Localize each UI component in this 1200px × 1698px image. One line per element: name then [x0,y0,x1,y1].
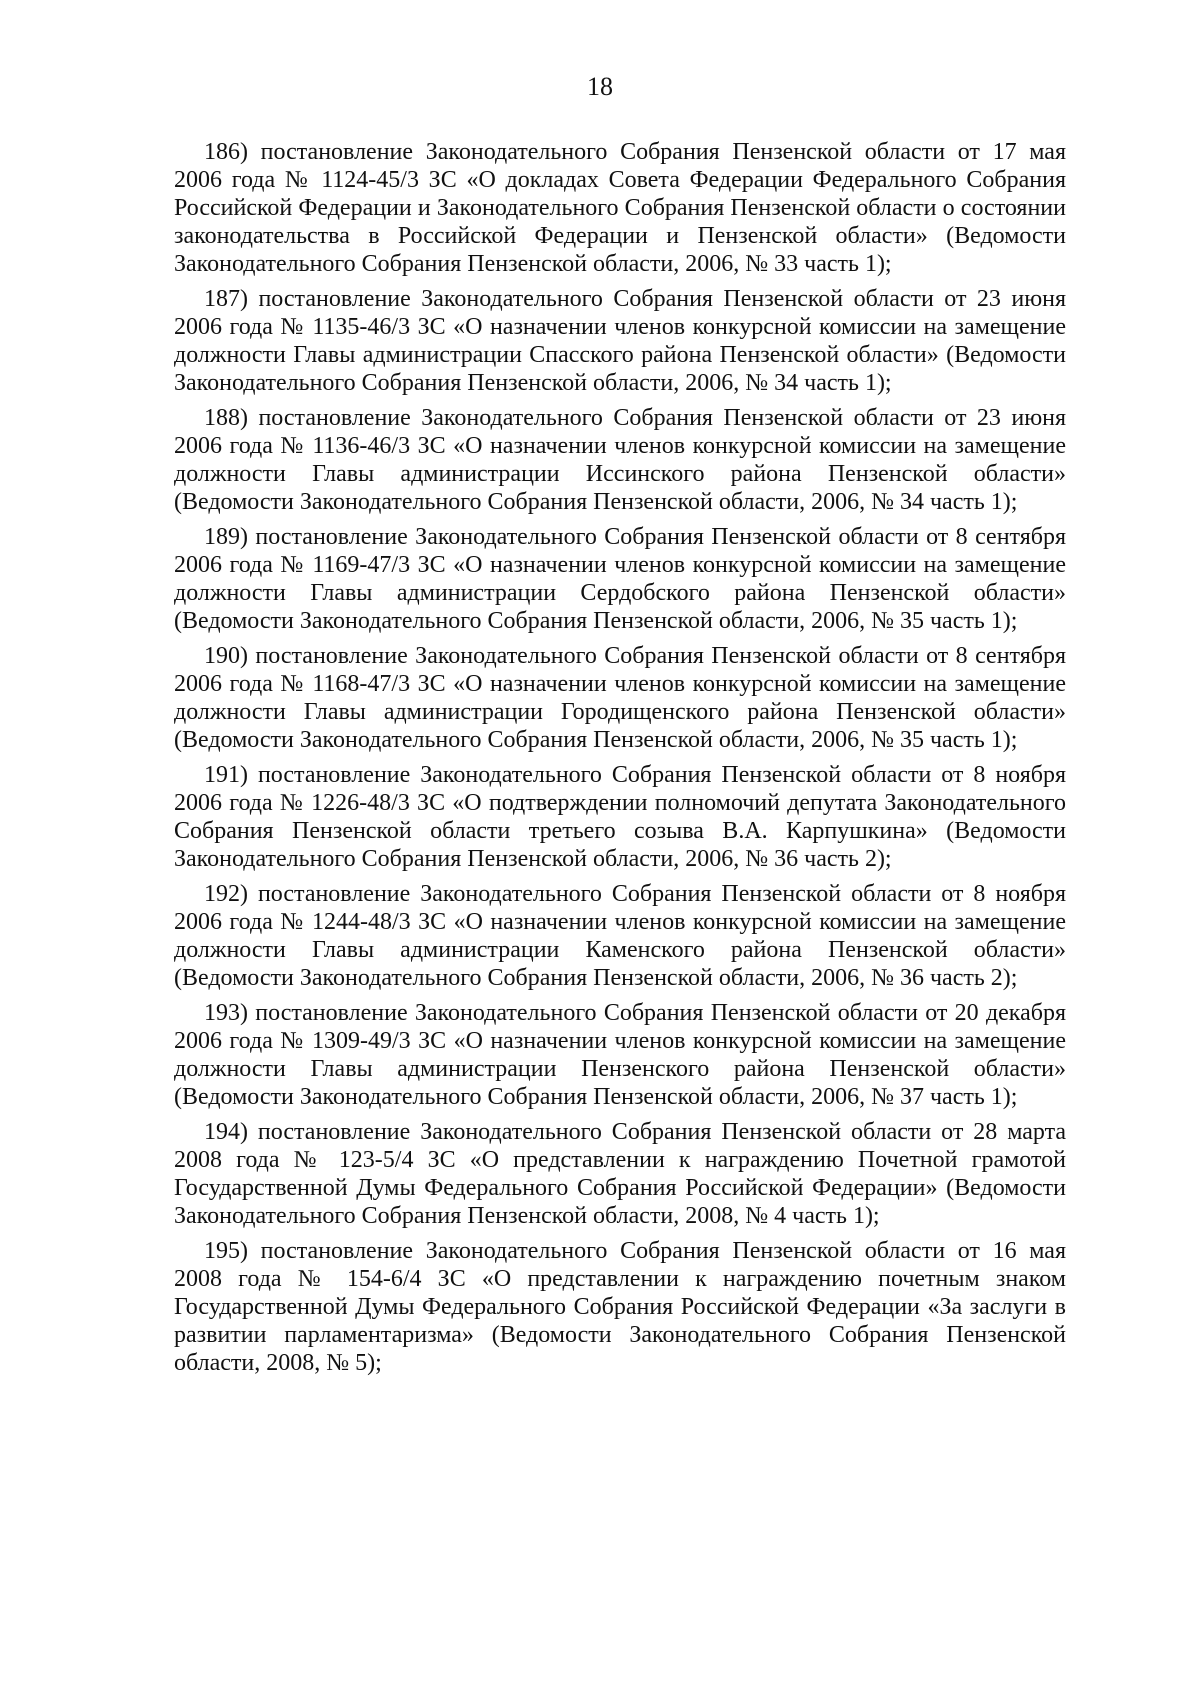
list-item: 186) постановление Законодательного Собрания Пензенской области от 17 мая 2006 года № 1124-45/3 ЗС «О докладах Совета Федерации Федерального Собрания Российской Федерации и Законодательного Собрания Пензенской области о состоянии законодательства в Российской Федерации и Пензенской области» (Ведомости Законодательного Собрания Пензенской области, 2006, № 33 часть 1); [174,139,1066,277]
list-item: 193) постановление Законодательного Собрания Пензенской области от 20 декабря 2006 года № 1309-49/3 ЗС «О назначении членов конкурсной комиссии на замещение должности Главы администрации Пензенского района Пензенской области» (Ведомости Законодательного Собрания Пензенской области, 2006, № 37 часть 1); [174,1000,1066,1110]
page-number: 18 [587,72,613,101]
list-item: 187) постановление Законодательного Собрания Пензенской области от 23 июня 2006 года № 1135-46/3 ЗС «О назначении членов конкурсной комиссии на замещение должности Главы администрации Спасского района Пензенской области» (Ведомости Законодательного Собрания Пензенской области, 2006, № 34 часть 1); [174,286,1066,396]
list-item: 192) постановление Законодательного Собрания Пензенской области от 8 ноября 2006 года № 1244-48/3 ЗС «О назначении членов конкурсной комиссии на замещение должности Главы администрации Каменского района Пензенской области» (Ведомости Законодательного Собрания Пензенской области, 2006, № 36 часть 2); [174,881,1066,991]
list-item: 195) постановление Законодательного Собрания Пензенской области от 16 мая 2008 года № 154-6/4 ЗС «О представлении к награждению почетным знаком Государственной Думы Федерального Собрания Российской Федерации «За заслуги в развитии парламентаризма» (Ведомости Законодательного Собрания Пензенской области, 2008, № 5); [174,1238,1066,1376]
list-item: 190) постановление Законодательного Собрания Пензенской области от 8 сентября 2006 года № 1168-47/3 ЗС «О назначении членов конкурсной комиссии на замещение должности Главы администрации Городищенского района Пензенской области» (Ведомости Законодательного Собрания Пензенской области, 2006, № 35 часть 1); [174,643,1066,753]
list-item: 189) постановление Законодательного Собрания Пензенской области от 8 сентября 2006 года № 1169-47/3 ЗС «О назначении членов конкурсной комиссии на замещение должности Главы администрации Сердобского района Пензенской области» (Ведомости Законодательного Собрания Пензенской области, 2006, № 35 часть 1); [174,524,1066,634]
list-item: 191) постановление Законодательного Собрания Пензенской области от 8 ноября 2006 года № 1226-48/3 ЗС «О подтверждении полномочий депутата Законодательного Собрания Пензенской области третьего созыва В.А. Карпушкина» (Ведомости Законодательного Собрания Пензенской области, 2006, № 36 часть 2); [174,762,1066,872]
list-item: 194) постановление Законодательного Собрания Пензенской области от 28 марта 2008 года № 123-5/4 ЗС «О представлении к награждению Почетной грамотой Государственной Думы Федерального Собрания Российской Федерации» (Ведомости Законодательного Собрания Пензенской области, 2008, № 4 часть 1); [174,1119,1066,1229]
document-body [174,138,1066,1384]
list-item: 188) постановление Законодательного Собрания Пензенской области от 23 июня 2006 года № 1136-46/3 ЗС «О назначении членов конкурсной комиссии на замещение должности Главы администрации Иссинского района Пензенской области» (Ведомости Законодательного Собрания Пензенской области, 2006, № 34 часть 1); [174,405,1066,515]
